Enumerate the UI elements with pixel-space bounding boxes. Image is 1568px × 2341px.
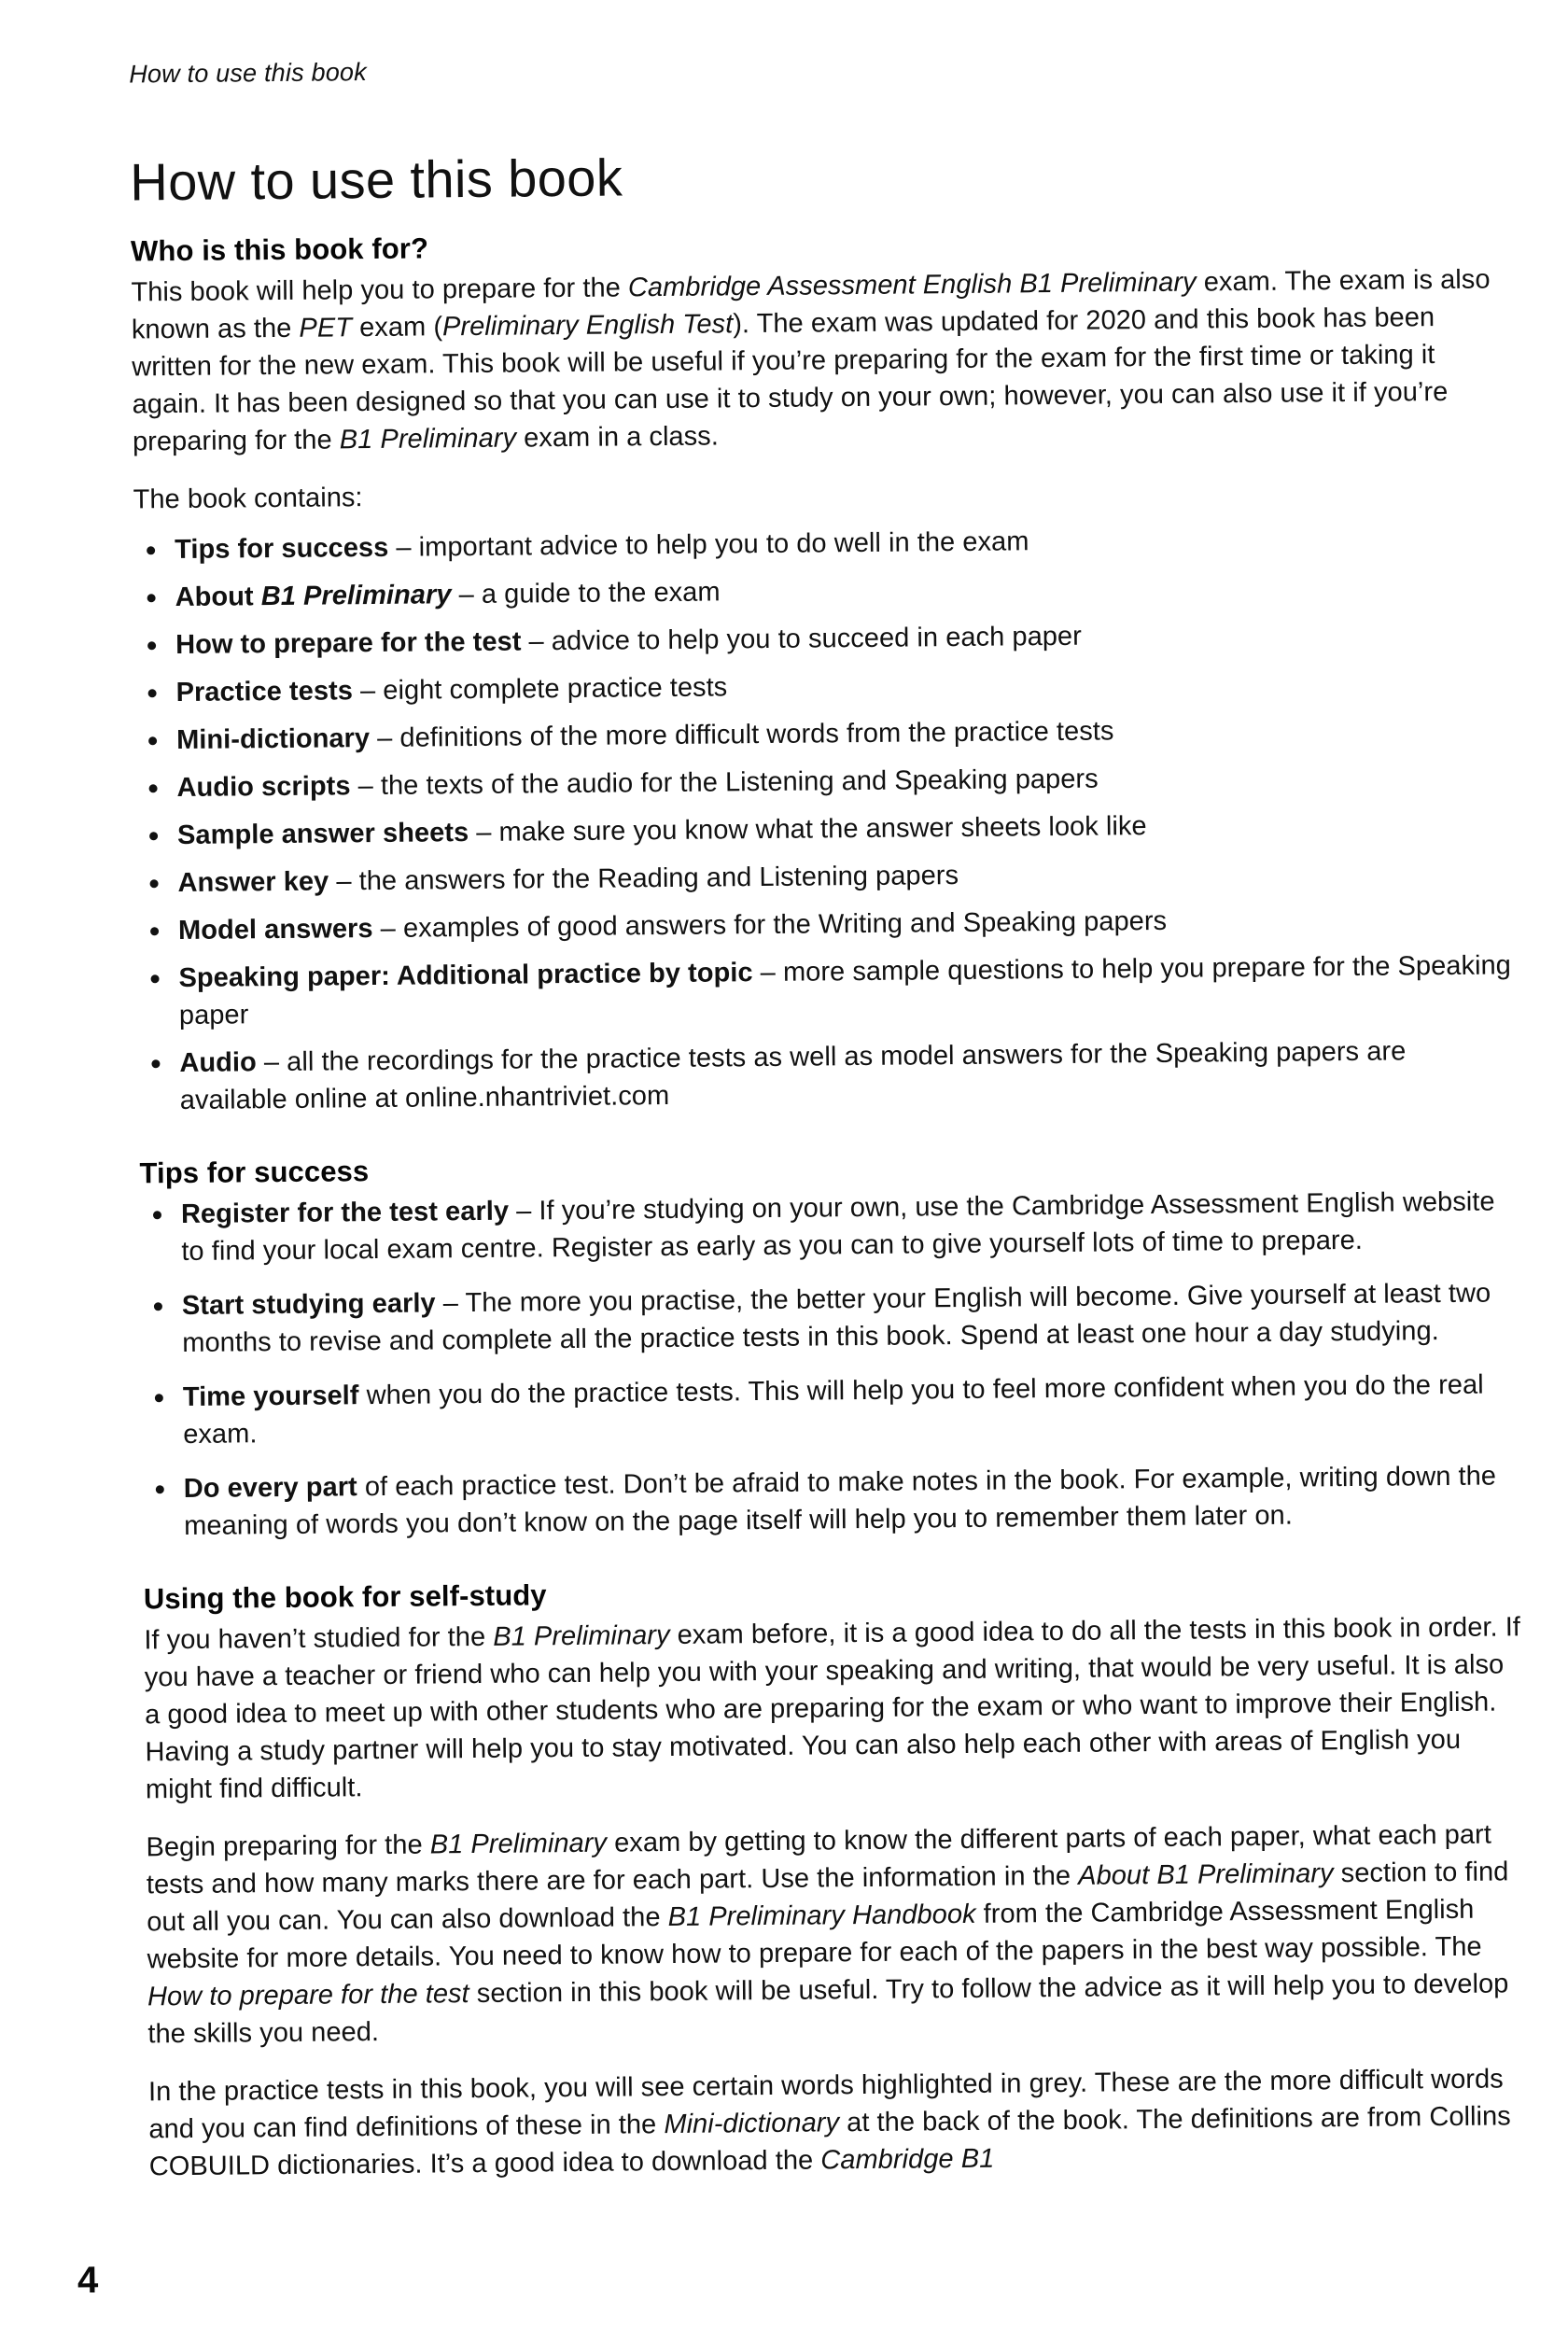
list-item-lead: Time yourself bbox=[182, 1381, 359, 1413]
list-item-lead: Answer key bbox=[177, 866, 329, 899]
text-run: exam. The exam is also known as the bbox=[131, 264, 1491, 345]
list-item bbox=[140, 1183, 1518, 1270]
list-item bbox=[137, 946, 1515, 1034]
list-item-lead: About bbox=[175, 582, 261, 612]
italic-run-b1-preliminary: B1 Preliminary bbox=[429, 1828, 608, 1860]
page-content bbox=[130, 142, 1526, 2206]
list-item-text: – eight complete practice tests bbox=[352, 672, 728, 707]
list-item-lead: Speaking paper: Additional practice by topic bbox=[178, 958, 753, 994]
list-item-lead: Audio bbox=[179, 1047, 257, 1079]
text-run: exam by getting to know the different parts of each paper, what each part tests and how many marks there are for each part. Use the information in the bbox=[146, 1819, 1492, 1900]
list-item-text: – The more you practise, the better your English will become. Give yourself at least two months to revise and complete all the practice tests in this book. Spend at least one hour a day studying. bbox=[182, 1278, 1491, 1359]
list-item bbox=[133, 566, 1510, 616]
list-item-lead: How to prepare for the test bbox=[175, 626, 522, 660]
list-item-text: – a guide to the exam bbox=[451, 577, 721, 610]
list-item-lead: Model answers bbox=[177, 914, 373, 946]
list-item bbox=[137, 899, 1514, 949]
list-item-lead: Practice tests bbox=[175, 676, 354, 708]
list-item-text: – all the recordings for the practice tests as well as model answers for the Speaking papers are available online at online.nhantriviet.com bbox=[179, 1036, 1407, 1116]
italic-run-mini-dictionary: Mini-dictionary bbox=[664, 2108, 840, 2140]
text-run: section to find out all you can. You can also download the bbox=[147, 1857, 1509, 1938]
text-run: ). The exam was updated for 2020 and this book has been written for the new exam. This book will be useful if you’re preparing for the exam for the first time or taking it again. It has been designed so that you can use it to study on your own; however, you can also use it if you’re preparing for the bbox=[132, 301, 1449, 457]
list-item-lead: Register for the test early bbox=[180, 1196, 510, 1230]
list-item bbox=[134, 613, 1511, 664]
paragraph-self-study-2 bbox=[146, 1816, 1524, 2054]
list-item bbox=[133, 518, 1510, 568]
list-item bbox=[136, 804, 1513, 854]
list-item bbox=[135, 756, 1512, 806]
list-item-lead-italic: B1 Preliminary bbox=[260, 580, 452, 612]
list-item-text: – examples of good answers for the Writing and Speaking papers bbox=[372, 905, 1168, 945]
paragraph-self-study-3 bbox=[148, 2061, 1526, 2186]
list-item-text: – definitions of the more difficult words from the practice tests bbox=[369, 716, 1114, 753]
list-item-text: – the texts of the audio for the Listening and Speaking papers bbox=[350, 764, 1099, 802]
italic-run-how-to-prepare-for-the-test: How to prepare for the test bbox=[147, 1979, 469, 2012]
list-item-lead: Audio scripts bbox=[176, 771, 351, 803]
list-item-text: – make sure you know what the answer sheets look like bbox=[469, 811, 1147, 848]
text-run: section in this book will be useful. Try to follow the advice as it will help you to develop the skills you need. bbox=[147, 1969, 1509, 2050]
book-contains-list bbox=[133, 518, 1516, 1119]
paragraph-self-study-1 bbox=[144, 1608, 1522, 1808]
list-item-text: – important advice to help you to do well in the exam bbox=[388, 526, 1029, 563]
list-item-lead: Sample answer sheets bbox=[176, 818, 469, 851]
text-run: This book will help you to prepare for the bbox=[131, 273, 629, 308]
italic-run-b1-preliminary-handbook: B1 Preliminary Handbook bbox=[667, 1899, 976, 1933]
section-heading-using-the-book-for-self-study: Using the book for self-study bbox=[143, 1578, 547, 1616]
list-item-text: – advice to help you to succeed in each paper bbox=[521, 621, 1083, 657]
text-run: exam before, it is a good idea to do all the tests in this book in order. If you have a teacher or friend who can help you with your speaking and writing, that would be very useful. It is also a good idea to meet up with other students who are preparing for the exam or who want to improve their English. Having a study partner will help you to stay motivated. You can also help each other with areas of English you might find difficult. bbox=[144, 1612, 1521, 1805]
text-run: Begin preparing for the bbox=[146, 1829, 430, 1863]
list-item bbox=[138, 1031, 1516, 1119]
paragraph-who-is-this-book-for bbox=[131, 260, 1509, 460]
section-heading-who-is-this-book-for: Who is this book for? bbox=[130, 231, 429, 268]
tips-for-success-list bbox=[140, 1183, 1520, 1545]
italic-run-preliminary-english-test: Preliminary English Test bbox=[441, 309, 734, 343]
list-item-text: – more sample questions to help you prepare for the Speaking paper bbox=[178, 950, 1512, 1031]
page-number: 4 bbox=[77, 2259, 99, 2302]
list-item-text: – If you’re studying on your own, use the Cambridge Assessment English website to find your local exam centre. Register as early as you can to give yourself lots of time to prepare. bbox=[181, 1186, 1495, 1268]
list-item-lead: Do every part bbox=[183, 1472, 357, 1505]
list-item-text: of each practice test. Don’t be afraid to make notes in the book. For example, writing down the meaning of words you don’t know on the page itself will help you to remember them later on. bbox=[184, 1461, 1497, 1542]
text-run: exam ( bbox=[351, 312, 443, 343]
list-item-text: when you do the practice tests. This will help you to feel more confident when you do the real exam. bbox=[183, 1369, 1484, 1451]
text-run: exam in a class. bbox=[515, 421, 720, 454]
list-item bbox=[136, 851, 1513, 902]
italic-run-about-b1-preliminary: About B1 Preliminary bbox=[1078, 1858, 1334, 1892]
italic-run-cambridge-assessment: Cambridge Assessment English B1 Preliminary bbox=[627, 267, 1197, 303]
section-heading-tips-for-success: Tips for success bbox=[139, 1155, 370, 1190]
list-item bbox=[141, 1274, 1519, 1362]
list-item-lead: Start studying early bbox=[181, 1288, 436, 1322]
list-item-lead: Tips for success bbox=[174, 532, 389, 565]
list-item bbox=[143, 1457, 1520, 1545]
italic-run-b1-preliminary: B1 Preliminary bbox=[339, 423, 517, 456]
text-run: In the practice tests in this book, you will see certain words highlighted in grey. These are the more difficult words and you can find definitions of these in the bbox=[147, 2064, 1504, 2145]
running-header: How to use this book bbox=[129, 58, 368, 89]
italic-run-cambridge-b1: Cambridge B1 bbox=[820, 2144, 995, 2176]
list-item-text: – the answers for the Reading and Listening papers bbox=[329, 860, 959, 897]
page-title: How to use this book bbox=[130, 147, 623, 212]
list-item-lead: Mini-dictionary bbox=[175, 722, 371, 755]
italic-run-b1-preliminary: B1 Preliminary bbox=[493, 1620, 670, 1653]
text-run: If you haven’t studied for the bbox=[144, 1622, 494, 1656]
list-item bbox=[135, 708, 1512, 759]
italic-run-pet: PET bbox=[299, 313, 353, 343]
text-run: from the Cambridge Assessment English website for more details. You need to know how to prepare for each of the papers in the best way possible. The bbox=[147, 1895, 1482, 1975]
list-item bbox=[134, 661, 1511, 711]
text-run: at the back of the book. The definitions are from Collins COBUILD dictionaries. It’s a good idea to download the bbox=[148, 2101, 1511, 2182]
paragraph-the-book-contains: The book contains: bbox=[133, 482, 363, 515]
list-item bbox=[142, 1366, 1519, 1453]
